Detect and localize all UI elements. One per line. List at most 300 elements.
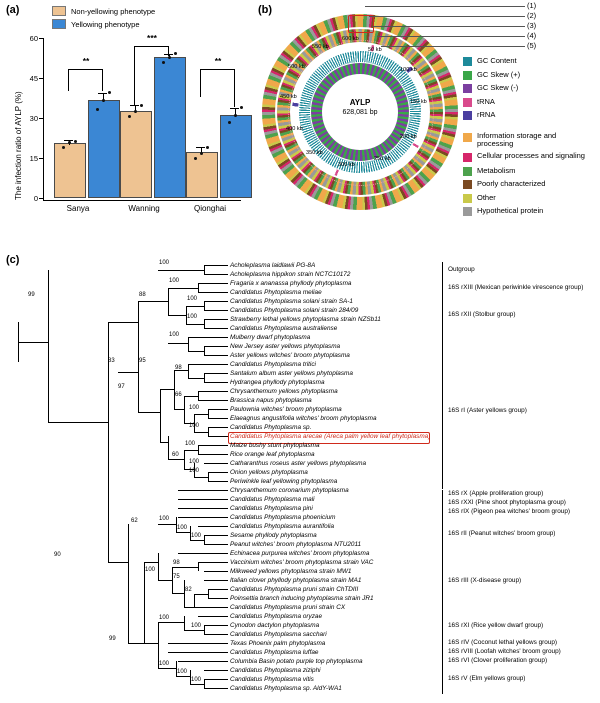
taxon-label: Texas Phoenix palm phytoplasma: [230, 640, 326, 647]
legend-item-non-yellowing: [52, 6, 155, 16]
taxon-label: Paulownia witches' broom phytoplasma: [230, 406, 342, 413]
legend-swatch-gc-skew-pos: [463, 71, 472, 80]
legend-swatch-yellowing: [52, 19, 66, 29]
legend-label-gc-skew-pos: GC Skew (+): [477, 69, 521, 79]
branch: [128, 643, 158, 644]
branch: [198, 616, 228, 617]
group-label: 16S rXI (Rice yellow dwarf group): [448, 622, 544, 629]
tick-label-450kb: 450 kb: [280, 94, 297, 100]
legend-item-rrna: [463, 110, 593, 120]
branch: [194, 414, 208, 415]
panel-a-label: (a): [6, 4, 20, 16]
taxon-label: Elaeagnus angustifolia witches' broom phytoplasma: [230, 415, 377, 422]
data-point: [194, 157, 197, 160]
node: [204, 373, 205, 382]
bootstrap-value: 100: [145, 567, 156, 573]
legend-item-metabolism: [463, 166, 593, 176]
group-label: 16S rV (Elm yellows group): [448, 675, 526, 682]
branch: [48, 422, 108, 423]
branch: [198, 283, 228, 284]
legend-swatch-gc-content: [463, 57, 472, 66]
legend-item-gc-skew-neg: [463, 83, 593, 93]
taxon-label: Milkweed yellows phytoplasma strain MW1: [230, 568, 352, 575]
group-bar: [442, 657, 443, 666]
taxon-label: Candidatus Phytoplasma sp.: [230, 424, 312, 431]
taxon-label: Candidatus Phytoplasma tritici: [230, 361, 316, 368]
node: [204, 346, 205, 355]
bootstrap-value: 100: [191, 533, 202, 539]
sig-marker-sanya: **: [82, 56, 90, 66]
x-tick-label-sanya: Sanya: [66, 204, 90, 213]
bootstrap-value: 98: [175, 365, 182, 371]
legend-label-poorly-characterized: Poorly characterized: [477, 179, 546, 189]
branch: [204, 571, 228, 572]
data-point: [206, 146, 209, 149]
node: [144, 562, 145, 643]
node: [172, 567, 173, 594]
taxon-label-highlighted: Candidatus Phytoplasma arecae (Areca palm yellow leaf phytoplasma): [230, 433, 431, 440]
bootstrap-value: 100: [187, 314, 198, 320]
group-bar: [442, 262, 443, 280]
taxon-label: Candidatus Phytoplasma solani strain SA-1: [230, 298, 353, 305]
branch: [176, 532, 190, 533]
bootstrap-value: 99: [109, 636, 116, 642]
branch: [208, 607, 228, 608]
legend-item-information-storage: [463, 132, 593, 149]
bootstrap-value: 100: [159, 661, 170, 667]
branch: [160, 442, 168, 443]
taxon-label: Candidatus Phytoplasma solani strain 284/09: [230, 307, 359, 314]
node: [198, 283, 199, 292]
node: [204, 319, 205, 328]
y-tick-45: [39, 78, 44, 79]
branch: [178, 553, 228, 554]
tick-label-50kb: 50 kb: [368, 47, 382, 53]
bar-qionghai-non-yellowing: [186, 152, 218, 198]
bootstrap-value: 100: [159, 260, 170, 266]
taxon-label: Hydrangea phyllody phytoplasma: [230, 379, 325, 386]
taxon-label: Candidatus Phytoplasma pini: [230, 505, 313, 512]
bootstrap-value: 62: [131, 518, 138, 524]
tick-label-350kb: 350 kb: [306, 150, 323, 156]
callout-label-4: (4): [527, 31, 537, 40]
legend-label-cellular-processes: Cellular processes and signaling: [477, 151, 585, 161]
legend-swatch-trna: [463, 98, 472, 107]
branch: [204, 688, 228, 689]
legend-item-gc-skew-pos: [463, 70, 593, 80]
branch: [186, 324, 204, 325]
taxon-label: Cynodon dactylon phytoplasma: [230, 622, 320, 629]
taxon-label: Candidatus Phytoplasma australiense: [230, 325, 338, 332]
taxon-label: Periwinkle leaf yellowing phytoplasma: [230, 478, 338, 485]
data-point: [96, 108, 99, 111]
branch: [188, 351, 204, 352]
bar-sanya-non-yellowing: [54, 143, 86, 198]
branch: [160, 389, 174, 390]
branch: [144, 562, 158, 563]
branch: [168, 315, 186, 316]
bootstrap-value: 90: [54, 552, 61, 558]
legend-swatch-information-storage: [463, 133, 472, 142]
taxon-label: Sesame phyllody phytoplasma: [230, 532, 317, 539]
node: [198, 445, 199, 454]
bootstrap-value: 100: [189, 468, 200, 474]
sig-marker-wanning: ***: [147, 33, 157, 43]
branch: [138, 301, 168, 302]
bootstrap-value: 100: [189, 459, 200, 465]
branch: [158, 524, 176, 525]
callout-label-3: (3): [527, 21, 537, 30]
bootstrap-value: 60: [172, 452, 179, 458]
legend-item-gc-content: [463, 56, 593, 66]
branch: [198, 454, 228, 455]
genome-name: AYLP: [349, 98, 371, 107]
branch: [190, 684, 204, 685]
error-cap-qionghai-yellowing: [230, 108, 239, 109]
legend-swatch-cellular-processes: [463, 153, 472, 162]
branch: [204, 544, 228, 545]
taxon-label: Rice orange leaf phytoplasma: [230, 451, 315, 458]
y-tick-label-15: 15: [29, 154, 38, 163]
taxon-label: Aster yellows witches' broom phytoplasma: [230, 352, 350, 359]
node: [198, 562, 199, 571]
taxon-label: Chrysanthemum coronarium phytoplasma: [230, 487, 349, 494]
legend-label-rrna: rRNA: [477, 110, 496, 119]
group-label: 16S rVI (Clover proliferation group): [448, 657, 548, 664]
branch: [174, 409, 184, 410]
data-point: [108, 91, 111, 94]
y-tick-label-30: 30: [29, 114, 38, 123]
legend-swatch-rrna: [463, 111, 472, 120]
legend-swatch-poorly-characterized: [463, 180, 472, 189]
branch: [208, 409, 228, 410]
branch: [184, 630, 204, 631]
bootstrap-value: 100: [187, 296, 198, 302]
data-point: [140, 104, 143, 107]
node: [184, 396, 185, 423]
legend-label-yellowing: Yellowing phenotype: [71, 19, 140, 29]
taxon-label: Candidatus Phytoplasma pruni strain ChTDIII: [230, 586, 359, 593]
data-point: [162, 61, 165, 64]
legend-label-gc-skew-neg: GC Skew (-): [477, 83, 519, 92]
node: [208, 472, 209, 481]
panel-a-bar-chart: [0, 0, 255, 250]
branch: [158, 580, 172, 581]
x-tick-label-wanning: Wanning: [128, 204, 160, 213]
branch: [208, 418, 228, 419]
tick-label-400kb: 400 kb: [286, 126, 303, 132]
branch: [204, 346, 228, 347]
data-point: [68, 141, 71, 144]
node: [194, 594, 195, 608]
callout-label-5: (5): [527, 41, 537, 50]
taxon-label: Candidatus Phytoplasma meliae: [230, 289, 322, 296]
taxon-label: Mulberry dwarf phytoplasma: [230, 334, 311, 341]
branch: [184, 607, 208, 608]
taxon-label: Columbia Basin potato purple top phytoplasma: [230, 658, 363, 665]
group-label: 16S rII (Peanut witches' broom group): [448, 530, 556, 537]
legend-item-poorly-characterized: [463, 179, 593, 189]
sig-tick-sanya-left: [68, 69, 69, 91]
legend-label-non-yellowing: Non-yellowing phenotype: [71, 6, 156, 16]
group-bar: [442, 612, 443, 639]
branch: [204, 634, 228, 635]
group-label: 16S rIII (X-disease group): [448, 577, 522, 584]
tick-label-200kb: 200 kb: [400, 134, 417, 140]
tick-label-550kb: 550 kb: [312, 44, 329, 50]
group-label: 16S rXIII (Mexican periwinkle virescence group): [448, 284, 584, 291]
data-point: [234, 114, 237, 117]
legend-item-hypothetical-protein: [463, 206, 593, 216]
group-label: 16S rIV (Coconut lethal yellows group): [448, 639, 558, 646]
taxon-label: Vaccinium witches' broom phytoplasma strain VAC: [230, 559, 374, 566]
group-bar: [442, 550, 443, 612]
legend-item-other: [463, 193, 593, 203]
circular-genome-diagram: [262, 14, 458, 210]
bootstrap-value: 98: [173, 560, 180, 566]
data-point: [102, 99, 105, 102]
node: [208, 427, 209, 436]
sig-line-qionghai: [200, 69, 235, 70]
legend-label-hypothetical-protein: Hypothetical protein: [477, 206, 544, 216]
node: [160, 389, 161, 442]
node: [184, 580, 185, 607]
bootstrap-value: 100: [177, 669, 188, 675]
branch: [204, 535, 228, 536]
taxon-label: Catharanthus roseus aster yellows phytoplasma: [230, 460, 367, 467]
node: [198, 391, 199, 400]
group-label: 16S rIX (Pigeon pea witches' broom group): [448, 508, 570, 515]
node: [48, 270, 49, 423]
chart-legend: [52, 6, 155, 32]
data-point: [74, 140, 77, 143]
bootstrap-value: 83: [108, 358, 115, 364]
legend-item-cellular-processes: [463, 152, 593, 162]
branch: [158, 270, 204, 271]
error-cap-sanya-yellowing: [98, 93, 107, 94]
node: [204, 535, 205, 544]
group-bar: [442, 648, 443, 657]
legend-label-metabolism: Metabolism: [477, 165, 516, 175]
sig-tick-sanya-right: [102, 69, 103, 91]
node: [128, 524, 129, 643]
branch: [194, 594, 208, 595]
group-label: 16S rI (Aster yellows group): [448, 407, 527, 414]
branch: [204, 310, 228, 311]
data-point: [174, 52, 177, 55]
branch: [178, 517, 228, 518]
data-point: [168, 56, 171, 59]
branch: [198, 562, 228, 563]
legend-swatch-other: [463, 194, 472, 203]
branch: [158, 622, 184, 623]
group-bar: [442, 639, 443, 648]
branch: [204, 625, 228, 626]
y-tick-60: [39, 38, 44, 39]
bootstrap-value: 100: [191, 623, 202, 629]
branch: [198, 391, 228, 392]
branch: [204, 265, 228, 266]
taxon-label: New Jersey aster yellows phytoplasma: [230, 343, 341, 350]
branch: [204, 580, 228, 581]
taxon-label: Acholeplasma hippikon strain NCTC10172: [230, 271, 351, 278]
branch: [184, 396, 198, 397]
tick-label-500kb: 500 kb: [288, 64, 305, 70]
bar-qionghai-yellowing: [220, 115, 252, 198]
node: [208, 589, 209, 598]
branch: [168, 343, 188, 344]
taxon-label: Candidatus Phytoplasma sacchari: [230, 631, 327, 638]
bootstrap-value: 100: [189, 405, 200, 411]
data-point: [200, 152, 203, 155]
branch: [188, 378, 204, 379]
bootstrap-value: 100: [159, 615, 170, 621]
branch: [172, 567, 198, 568]
group-label: 16S rVIII (Loofah witches' broom group): [448, 648, 561, 655]
sig-tick-wanning-right: [168, 46, 169, 56]
sig-marker-qionghai: **: [214, 56, 222, 66]
bootstrap-value: 100: [191, 677, 202, 683]
taxon-label: Candidatus Phytoplasma aurantifolia: [230, 523, 335, 530]
branch: [194, 477, 208, 478]
node: [204, 265, 205, 274]
taxon-label: Acholeplasma laidlawii PG-8A: [230, 262, 316, 269]
branch: [198, 400, 228, 401]
branch: [204, 301, 228, 302]
tree-diagram: [8, 262, 592, 698]
callout-line-3: [373, 26, 525, 27]
legend-item-trna: [463, 97, 593, 107]
branch: [118, 372, 138, 373]
node: [158, 553, 159, 580]
bootstrap-value: 66: [175, 392, 182, 398]
taxon-label: Onion yellows phytoplasma: [230, 469, 308, 476]
group-bar: [442, 518, 443, 550]
group-bar: [442, 509, 443, 518]
legend-label-trna: tRNA: [477, 96, 495, 106]
tick-label-250kb: 250 kb: [374, 156, 391, 162]
branch: [208, 589, 228, 590]
y-tick-15: [39, 158, 44, 159]
taxon-label: Candidatus Phytoplasma pruni strain CX: [230, 604, 346, 611]
node: [168, 436, 169, 459]
legend-swatch-gc-skew-neg: [463, 84, 472, 93]
group-bar: [442, 666, 443, 694]
taxon-label: Italian clover phyllody phytoplasma strain MA1: [230, 577, 362, 584]
node: [204, 625, 205, 634]
taxon-label: Fragaria x ananassa phyllody phytoplasma: [230, 280, 352, 287]
branch: [208, 472, 228, 473]
bootstrap-value: 100: [185, 441, 196, 447]
taxon-label: Echinacea purpurea witches' broom phytoplasma: [230, 550, 370, 557]
group-label: 16S rX (Apple proliferation group): [448, 490, 544, 497]
branch: [178, 490, 228, 491]
bootstrap-value: 100: [159, 516, 170, 522]
group-label: 16S rXXI (Pine shoot phytoplasma group): [448, 499, 566, 506]
branch: [208, 481, 228, 482]
legend-label-information-storage: Information storage and processing: [477, 130, 557, 149]
x-axis-line: [43, 200, 241, 201]
legend-swatch-metabolism: [463, 167, 472, 176]
taxon-label: Brassica napus phytoplasma: [230, 397, 312, 404]
bootstrap-value: 88: [139, 292, 146, 298]
group-bar: [442, 298, 443, 334]
branch: [204, 463, 228, 464]
y-tick-30: [39, 118, 44, 119]
branch: [178, 499, 228, 500]
y-tick-label-45: 45: [29, 74, 38, 83]
sig-tick-qionghai-right: [234, 69, 235, 107]
node: [204, 301, 205, 310]
group-bar: [442, 490, 443, 500]
group-label: 16S rXII (Stolbur group): [448, 311, 516, 318]
data-point: [240, 106, 243, 109]
bootstrap-value: 100: [177, 525, 188, 531]
branch: [204, 670, 228, 671]
taxon-label: Candidatus Phytoplasma vitis: [230, 676, 314, 683]
branch: [204, 382, 228, 383]
branch: [108, 562, 128, 563]
callout-label-2: (2): [527, 11, 537, 20]
branch: [168, 652, 228, 653]
branch: [208, 427, 228, 428]
region-highlight-box: [348, 15, 374, 33]
data-point: [134, 110, 137, 113]
branch: [188, 337, 228, 338]
branch: [198, 445, 228, 446]
bootstrap-value: 97: [118, 384, 125, 390]
taxon-label: Chrysanthemum yellows phytoplasma: [230, 388, 338, 395]
branch: [198, 292, 228, 293]
bootstrap-value: 82: [185, 587, 192, 593]
taxon-label: Poinsettia branch inducing phytoplasma strain JR1: [230, 595, 374, 602]
callout-line-4: [377, 36, 525, 37]
x-tick-label-qionghai: Qionghai: [193, 204, 227, 213]
group-label: Outgroup: [448, 266, 475, 273]
branch: [204, 373, 228, 374]
branch: [198, 526, 228, 527]
branch: [188, 364, 228, 365]
branch: [172, 593, 184, 594]
y-tick-label-0: 0: [33, 194, 38, 203]
branch: [204, 319, 228, 320]
branch: [208, 436, 228, 437]
data-point: [128, 115, 131, 118]
taxon-label: Maize bushy stunt phytoplasma: [230, 442, 320, 449]
legend-item-yellowing: [52, 19, 155, 29]
legend-label-other: Other: [477, 192, 496, 202]
root-node: [18, 322, 19, 362]
taxon-label: Candidatus Phytoplasma phoenicium: [230, 514, 336, 521]
legend-swatch-hypothetical-protein: [463, 207, 472, 216]
node: [168, 288, 169, 315]
y-axis-title: The infection ratio of AYLP (%): [14, 91, 23, 200]
tick-label-100kb: 100 kb: [400, 67, 417, 73]
tick-label-150kb: 150 kb: [410, 99, 427, 105]
node: [184, 450, 185, 470]
bar-wanning-non-yellowing: [120, 111, 152, 198]
panel-b-genome-map: [255, 0, 600, 250]
error-cap-qionghai-non-yellowing: [196, 147, 205, 148]
y-tick-0: [39, 198, 44, 199]
bootstrap-value: 100: [169, 278, 180, 284]
genome-size: 628,081 bp: [342, 109, 378, 116]
sig-line-sanya: [68, 69, 103, 70]
panel-c-phylogenetic-tree: [0, 250, 600, 703]
branch: [138, 412, 160, 413]
branch: [204, 355, 228, 356]
branch: [158, 668, 176, 669]
